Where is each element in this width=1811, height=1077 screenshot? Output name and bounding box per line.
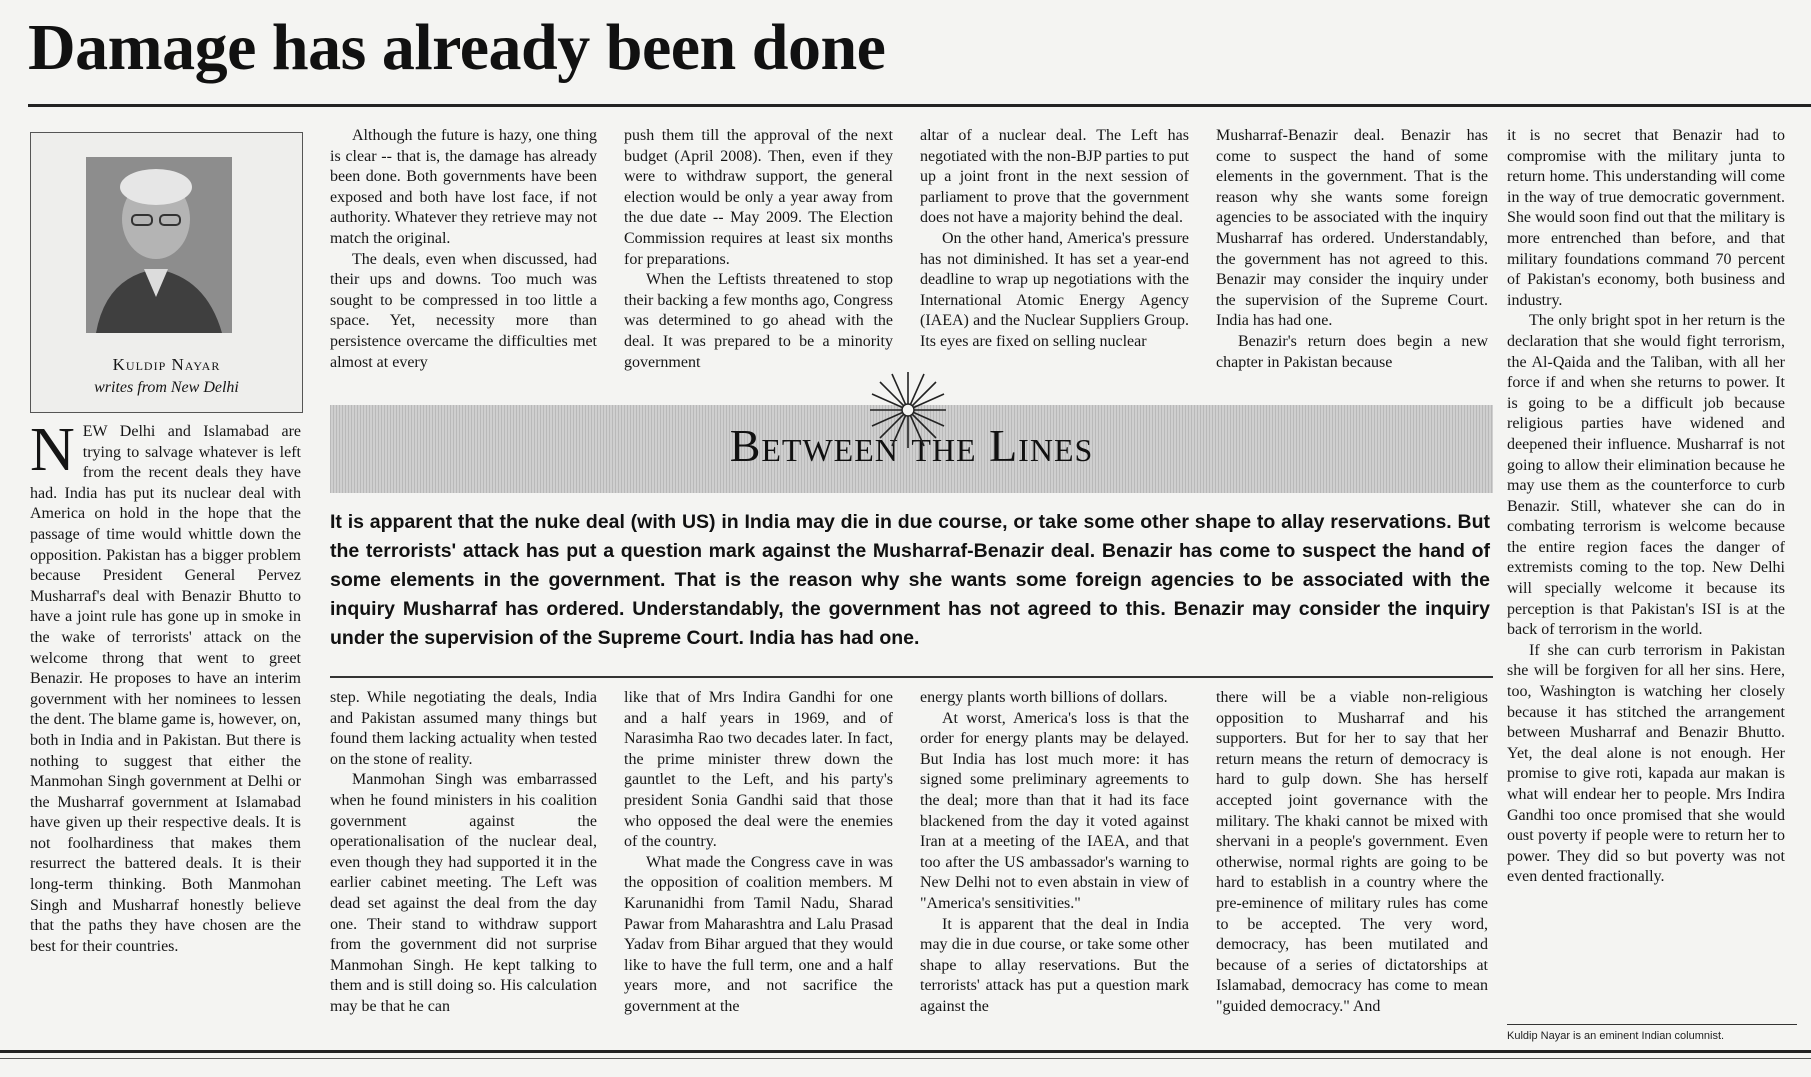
paragraph: push them till the approval of the next budget (April 2008). Then, even if they were to withdraw support, the general election would be only a year away from the due date -- May 2009. The Election Commission requires at least six months for preparations. [624, 127, 893, 268]
paragraph: Benazir's return does begin a new chapter in Pakistan because [1216, 332, 1488, 371]
column-3-bottom [624, 688, 893, 1018]
author-photo [86, 157, 232, 333]
paragraph: Although the future is hazy, one thing is clear -- that is, the damage has already been done. Both governments have been exposed and both have lost face, if not authority. Whatever they retrieve may not match the original. [330, 127, 598, 247]
column-4-bottom [920, 688, 1189, 1018]
column-6 [1507, 126, 1785, 888]
paragraph: like that of Mrs Indira Gandhi for one and a half years in 1969, and of Narasimha Rao two decades later. In fact, the prime minister threw down the gauntlet to the Left, and his party's president Sonia Gandhi said that those who opposed the deal were the enemies of the country. [624, 689, 893, 851]
pull-quote: It is apparent that the nuke deal (with US) in India may die in due course, or take some other shape to allay reservations. But the terrorists' attack has put a question mark against the Musharraf-Benazir deal. Benazir has come to suspect the hand of some elements in the government. That is the reason why she wants some foreign agencies to be associated with the inquiry Musharraf has ordered. Understandably, the government has not agreed to this. Benazir may consider the inquiry under the supervision of the Supreme Court. India has had one. [330, 511, 1490, 649]
column-3-top [624, 126, 893, 373]
paragraph: If she can curb terrorism in Pakistan she will be forgiven for all her sins. Here, too, Washington is watching her closely because it has stitched the arrangement between Musharraf and Benazir Bhutto. Yet, the deal alone is not enough. Her promise to give roti, kapada aur makan is what will endear her to people. Mrs Indira Gandhi too once promised that she would oust poverty if people were to return her to power. They did so but poverty was not even dented fractionally. [1507, 641, 1785, 886]
paragraph: The deals, even when discussed, had their ups and downs. Too much was sought to be compressed in too little a space. Yet, necessity more than persistence overcame the difficulties met almost at every [330, 250, 597, 371]
headline: Damage has already been done [28, 11, 886, 84]
paragraph: energy plants worth billions of dollars. [920, 689, 1168, 706]
column-1 [30, 416, 301, 957]
starburst-icon [868, 370, 948, 450]
author-credit: Kuldip Nayar is an eminent Indian columnist. [1507, 1030, 1725, 1042]
column-4-top [920, 126, 1189, 353]
author-location: writes from New Delhi [94, 379, 239, 396]
paragraph: Musharraf-Benazir deal. Benazir has come to suspect the hand of some elements in the government. That is the reason why she wants some foreign agencies to be associated with the inquiry Musharraf has ordered. Understandably, the government has not agreed to this. Benazir may consider the inquiry under the supervision of the Supreme Court. India has had one. [1216, 127, 1488, 330]
paragraph: At worst, America's loss is that the order for energy plants may be delayed. But India has lost much more: it has signed some preliminary agreements to the deal; more than that it had its face blackened from the day it voted against Iran at a meeting of the IAEA, and that too after the US ambassador's warning to New Delhi not to even abstain in view of "America's sensitivities." [920, 709, 1189, 912]
author-name: Kuldip Nayar [112, 355, 221, 374]
paragraph: What made the Congress cave in was the opposition of coalition members. M Karunanidhi from Tamil Nadu, Sharad Pawar from Maharashtra and Lalu Prasad Yadav from Bihar argued that they would like to have the full term, one and a half years more, and not sacrifice the government at the [624, 853, 893, 1015]
pull-quote-rule [330, 676, 1493, 678]
section-title: Between the Lines [729, 420, 1094, 471]
paragraph: Manmohan Singh was embarrassed when he found ministers in his coalition government against the operationalisation of the nuclear deal, even though they had supported it in the earlier cabinet meeting. The Left was dead set against the deal from the day one. Their stand to withdraw support from the government did not surprise Manmohan Singh. He kept talking to them and is still doing so. His calculation may be that he can [330, 771, 597, 1015]
column-2-top [330, 126, 597, 373]
paragraph: there will be a viable non-religious opposition to Musharraf and his supporters. But for her to say that her return means the return of democracy is hard to gulp down. She has herself accepted joint governance with the military. The khaki cannot be mixed with shervani in a people's government. Even otherwise, normal rights are going to be hard to establish in a country where the pre-eminence of military rules has come to be accepted. The very word, democracy, has been mutilated and because of a series of dictatorships at Islamabad, democracy has come to mean "guided democracy." And [1216, 689, 1488, 1015]
paragraph: it is no secret that Benazir had to compromise with the military junta to return home. This understanding will come in the way of true democratic government. She would soon find out that the military is more entrenched than before, and that military foundations command 70 percent of Pakistan's economy, both business and industry. [1507, 127, 1785, 309]
column-5-bottom [1216, 688, 1488, 1018]
bottom-rule-thin [0, 1058, 1811, 1059]
paragraph: It is apparent that the deal in India may die in due course, or take some other shape to allay reservations. But the terrorists' attack has put a question mark against the [920, 915, 1189, 1015]
column-5-top [1216, 126, 1488, 373]
drop-cap: N [30, 416, 75, 484]
paragraph: The only bright spot in her return is the declaration that she would fight terrorism, the Al-Qaida and the Taliban, with all her force if and when she returns to power. It is going to be a difficult job because religious parties have widened and deepened their influence. Musharraf is not going to allow their elimination because he may use them as the counterforce to curb Benazir. Still, whatever she can do in combating terrorism is welcome because the entire region faces the danger of extremists coming to the top. New Delhi will specially welcome it because its perception is that Pakistan's ISI is at the back of terrorism in the world. [1507, 312, 1785, 639]
column-1-text: EW Delhi and Islamabad are trying to salvage whatever is left from the recent deals they have had. India has put its nuclear deal with America on hold in the hope that the passage of time would whittle down the opposition. Pakistan has a bigger problem because President General Pervez Musharraf's deal with Benazir Bhutto to have a joint rule has gone up in smoke in the wake of terrorists' attack on the welcome throng that went to greet Benazir. He proposes to have an interim government with her nominees to lessen the dent. The blame game is, however, on, both in India and in Pakistan. But there is nothing to suggest that either the Manmohan Singh government at Delhi or the Musharraf government at Islamabad have given up their respective deals. It is not foolhardiness that makes them resurrect the battered deals. It is their long-term thinking. Both Manmohan Singh and Musharraf honestly believe that the paths they have chosen are the best for their countries. [30, 423, 301, 955]
author-portrait-icon [86, 157, 232, 333]
credit-rule [1507, 1024, 1797, 1025]
bottom-rule [0, 1050, 1811, 1053]
paragraph: On the other hand, America's pressure has not diminished. It has set a year-end deadline to wrap up negotiations with the International Atomic Energy Agency (IAEA) and the Nuclear Suppliers Group. Its eyes are fixed on selling nuclear [920, 229, 1189, 350]
paragraph: step. While negotiating the deals, India and Pakistan assumed many things but found them lacking actuality when tested on the stone of reality. [330, 689, 597, 768]
paragraph: When the Leftists threatened to stop their backing a few months ago, Congress was determined to go ahead with the deal. It was prepared to be a minority government [624, 271, 893, 371]
top-rule [28, 104, 1811, 107]
paragraph: altar of a nuclear deal. The Left has negotiated with the non-BJP parties to put up a joint front in the next session of parliament to prove that the government does not have a majority behind the deal. [920, 127, 1189, 227]
column-2-bottom [330, 688, 597, 1018]
author-box [30, 132, 303, 413]
